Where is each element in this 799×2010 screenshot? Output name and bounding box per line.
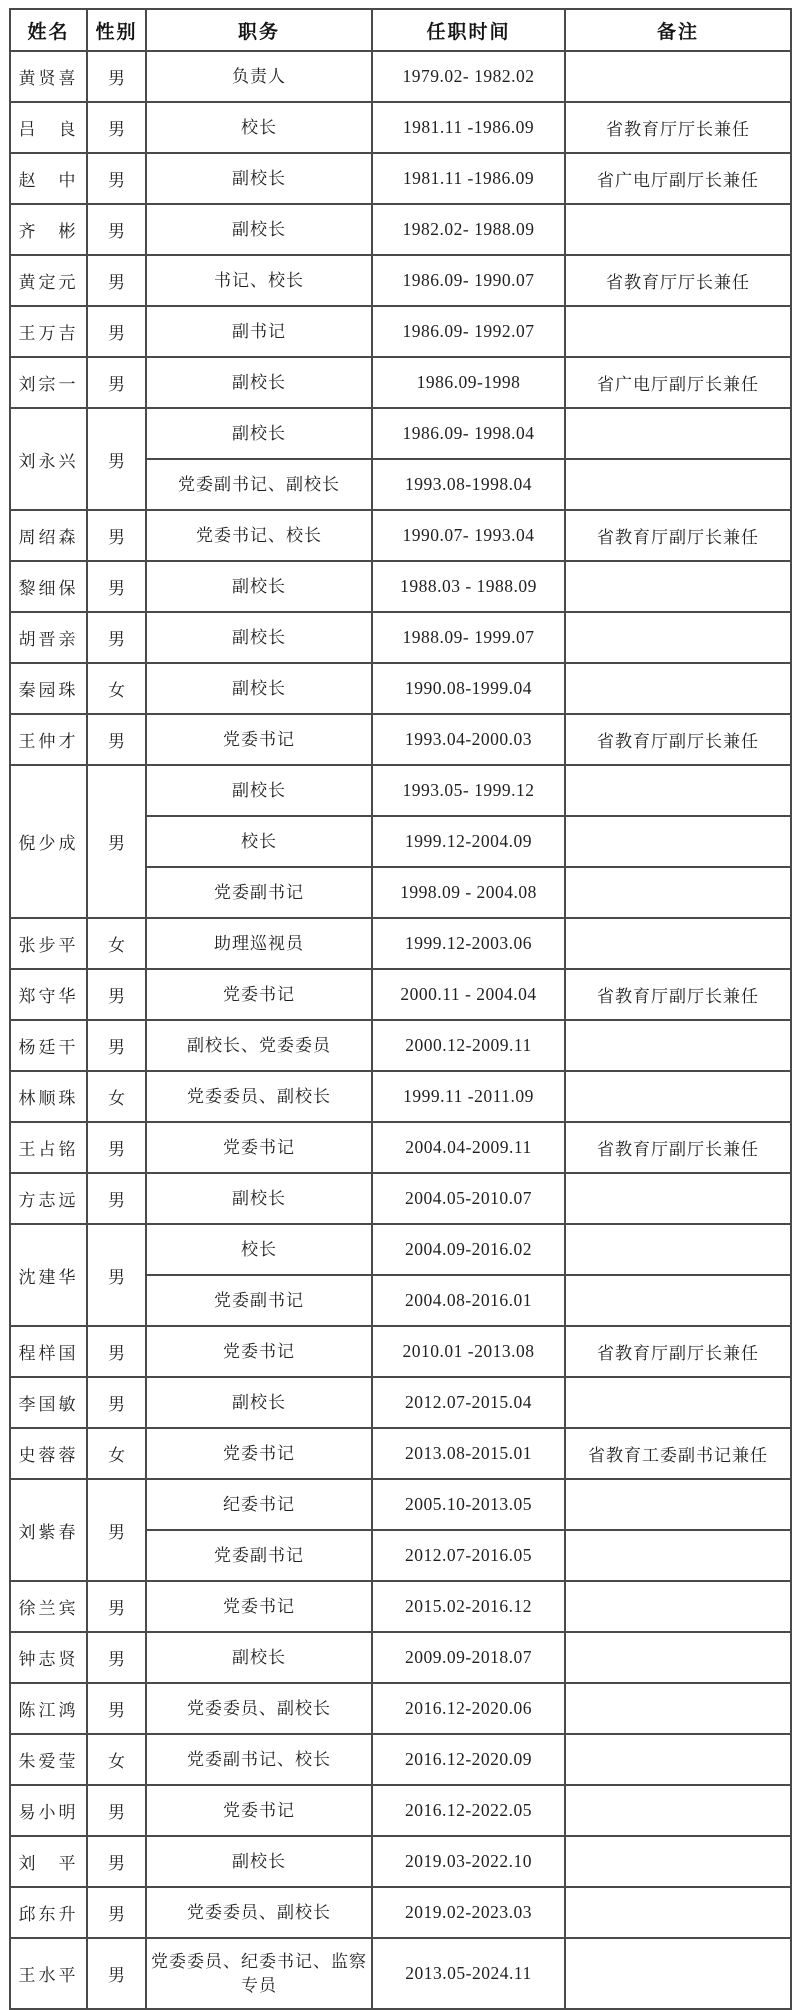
header-tenure: 任职时间	[372, 9, 565, 51]
position-cell: 副校长、党委委员	[146, 1020, 372, 1071]
position-cell: 党委书记	[146, 1785, 372, 1836]
table-body	[10, 51, 791, 2009]
name-cell: 沈建华	[10, 1224, 87, 1326]
table-row	[10, 1887, 791, 1938]
note-cell	[565, 1785, 791, 1836]
gender-cell: 女	[87, 1071, 146, 1122]
name-cell: 刘宗一	[10, 357, 87, 408]
note-cell	[565, 1734, 791, 1785]
header-gender: 性别	[87, 9, 146, 51]
name-cell: 钟志贤	[10, 1632, 87, 1683]
name-cell: 郑守华	[10, 969, 87, 1020]
gender-cell: 男	[87, 1785, 146, 1836]
table-row	[10, 969, 791, 1020]
table-row	[10, 1428, 791, 1479]
period-cell: 1988.09- 1999.07	[372, 612, 565, 663]
note-cell: 省教育厅厅长兼任	[565, 255, 791, 306]
note-cell	[565, 816, 791, 867]
gender-cell: 男	[87, 255, 146, 306]
table-row	[10, 1173, 791, 1224]
position-cell: 副校长	[146, 1173, 372, 1224]
period-cell: 2016.12-2022.05	[372, 1785, 565, 1836]
name-cell: 林顺珠	[10, 1071, 87, 1122]
gender-cell: 男	[87, 1479, 146, 1581]
table-row	[10, 102, 791, 153]
header-name: 姓名	[10, 9, 87, 51]
gender-cell: 男	[87, 408, 146, 510]
note-cell	[565, 765, 791, 816]
position-cell: 副校长	[146, 153, 372, 204]
gender-cell: 男	[87, 1020, 146, 1071]
note-cell	[565, 51, 791, 102]
period-cell: 1988.03 - 1988.09	[372, 561, 565, 612]
position-cell: 副校长	[146, 357, 372, 408]
period-cell: 1986.09- 1990.07	[372, 255, 565, 306]
period-cell: 2012.07-2015.04	[372, 1377, 565, 1428]
note-cell: 省教育厅厅长兼任	[565, 102, 791, 153]
period-cell: 2013.08-2015.01	[372, 1428, 565, 1479]
gender-cell: 男	[87, 1173, 146, 1224]
position-cell: 党委副书记	[146, 1530, 372, 1581]
note-cell: 省广电厅副厅长兼任	[565, 357, 791, 408]
name-cell: 方志远	[10, 1173, 87, 1224]
name-cell: 吕 良	[10, 102, 87, 153]
note-cell	[565, 1173, 791, 1224]
table-row	[10, 306, 791, 357]
note-cell: 省教育厅副厅长兼任	[565, 510, 791, 561]
note-cell	[565, 408, 791, 459]
period-cell: 1993.04-2000.03	[372, 714, 565, 765]
note-cell	[565, 867, 791, 918]
gender-cell: 男	[87, 1326, 146, 1377]
period-cell: 1993.08-1998.04	[372, 459, 565, 510]
period-cell: 1990.07- 1993.04	[372, 510, 565, 561]
name-cell: 刘紫春	[10, 1479, 87, 1581]
position-cell: 党委书记	[146, 1581, 372, 1632]
name-cell: 陈江鸿	[10, 1683, 87, 1734]
table-row	[10, 1479, 791, 1530]
period-cell: 1993.05- 1999.12	[372, 765, 565, 816]
note-cell	[565, 1479, 791, 1530]
period-cell: 1982.02- 1988.09	[372, 204, 565, 255]
gender-cell: 男	[87, 153, 146, 204]
note-cell	[565, 1581, 791, 1632]
position-cell: 党委委员、副校长	[146, 1887, 372, 1938]
position-cell: 党委委员、纪委书记、监察专员	[146, 1938, 372, 2009]
position-cell: 校长	[146, 816, 372, 867]
name-cell: 杨廷干	[10, 1020, 87, 1071]
position-cell: 助理巡视员	[146, 918, 372, 969]
gender-cell: 男	[87, 714, 146, 765]
gender-cell: 男	[87, 1938, 146, 2009]
position-cell: 校长	[146, 102, 372, 153]
name-cell: 王水平	[10, 1938, 87, 2009]
gender-cell: 女	[87, 1734, 146, 1785]
header-position: 职务	[146, 9, 372, 51]
note-cell	[565, 306, 791, 357]
position-cell: 党委书记	[146, 714, 372, 765]
table-row	[10, 1683, 791, 1734]
gender-cell: 男	[87, 969, 146, 1020]
name-cell: 史蓉蓉	[10, 1428, 87, 1479]
position-cell: 副校长	[146, 408, 372, 459]
period-cell: 2012.07-2016.05	[372, 1530, 565, 1581]
table-row	[10, 204, 791, 255]
position-cell: 党委委员、副校长	[146, 1683, 372, 1734]
position-cell: 副校长	[146, 765, 372, 816]
period-cell: 1981.11 -1986.09	[372, 153, 565, 204]
position-cell: 副校长	[146, 1632, 372, 1683]
position-cell: 负责人	[146, 51, 372, 102]
period-cell: 2000.12-2009.11	[372, 1020, 565, 1071]
name-cell: 黄贤喜	[10, 51, 87, 102]
position-cell: 纪委书记	[146, 1479, 372, 1530]
note-cell	[565, 1683, 791, 1734]
name-cell: 刘永兴	[10, 408, 87, 510]
table-row	[10, 1071, 791, 1122]
gender-cell: 男	[87, 1377, 146, 1428]
position-cell: 党委副书记、副校长	[146, 459, 372, 510]
gender-cell: 男	[87, 51, 146, 102]
period-cell: 2009.09-2018.07	[372, 1632, 565, 1683]
gender-cell: 男	[87, 1632, 146, 1683]
period-cell: 1990.08-1999.04	[372, 663, 565, 714]
position-cell: 书记、校长	[146, 255, 372, 306]
name-cell: 王万吉	[10, 306, 87, 357]
name-cell: 秦园珠	[10, 663, 87, 714]
gender-cell: 男	[87, 1887, 146, 1938]
note-cell	[565, 663, 791, 714]
period-cell: 2000.11 - 2004.04	[372, 969, 565, 1020]
gender-cell: 男	[87, 561, 146, 612]
document-page	[9, 8, 790, 2010]
table-row	[10, 714, 791, 765]
note-cell: 省广电厅副厅长兼任	[565, 153, 791, 204]
position-cell: 党委书记	[146, 1122, 372, 1173]
period-cell: 2019.03-2022.10	[372, 1836, 565, 1887]
table-row	[10, 255, 791, 306]
table-row	[10, 1122, 791, 1173]
gender-cell: 男	[87, 612, 146, 663]
position-cell: 副校长	[146, 1377, 372, 1428]
name-cell: 邱东升	[10, 1887, 87, 1938]
table-row	[10, 51, 791, 102]
position-cell: 党委副书记、校长	[146, 1734, 372, 1785]
position-cell: 副校长	[146, 612, 372, 663]
table-row	[10, 357, 791, 408]
gender-cell: 男	[87, 1581, 146, 1632]
name-cell: 王占铭	[10, 1122, 87, 1173]
period-cell: 2015.02-2016.12	[372, 1581, 565, 1632]
period-cell: 2016.12-2020.09	[372, 1734, 565, 1785]
table-row	[10, 408, 791, 459]
period-cell: 2005.10-2013.05	[372, 1479, 565, 1530]
note-cell	[565, 918, 791, 969]
name-cell: 易小明	[10, 1785, 87, 1836]
position-cell: 副校长	[146, 1836, 372, 1887]
note-cell	[565, 1224, 791, 1275]
gender-cell: 女	[87, 918, 146, 969]
period-cell: 2019.02-2023.03	[372, 1887, 565, 1938]
table-row	[10, 510, 791, 561]
table-row	[10, 1377, 791, 1428]
gender-cell: 男	[87, 306, 146, 357]
position-cell: 校长	[146, 1224, 372, 1275]
position-cell: 党委书记	[146, 1428, 372, 1479]
position-cell: 党委书记	[146, 969, 372, 1020]
note-cell	[565, 1887, 791, 1938]
period-cell: 1979.02- 1982.02	[372, 51, 565, 102]
gender-cell: 女	[87, 663, 146, 714]
table-row	[10, 1785, 791, 1836]
note-cell	[565, 1020, 791, 1071]
name-cell: 胡晋亲	[10, 612, 87, 663]
gender-cell: 男	[87, 357, 146, 408]
note-cell: 省教育厅副厅长兼任	[565, 969, 791, 1020]
table-row	[10, 1632, 791, 1683]
name-cell: 张步平	[10, 918, 87, 969]
gender-cell: 男	[87, 1836, 146, 1887]
position-cell: 党委书记	[146, 1326, 372, 1377]
name-cell: 程样国	[10, 1326, 87, 1377]
note-cell	[565, 1377, 791, 1428]
table-row	[10, 1224, 791, 1275]
table-row	[10, 765, 791, 816]
table-row	[10, 918, 791, 969]
gender-cell: 男	[87, 765, 146, 918]
name-cell: 黄定元	[10, 255, 87, 306]
name-cell: 黎细保	[10, 561, 87, 612]
period-cell: 2010.01 -2013.08	[372, 1326, 565, 1377]
table-row	[10, 1938, 791, 2009]
position-cell: 副校长	[146, 204, 372, 255]
header-row	[10, 9, 791, 51]
note-cell	[565, 1071, 791, 1122]
table-row	[10, 1734, 791, 1785]
position-cell: 党委副书记	[146, 1275, 372, 1326]
note-cell	[565, 561, 791, 612]
position-cell: 党委委员、副校长	[146, 1071, 372, 1122]
period-cell: 2004.05-2010.07	[372, 1173, 565, 1224]
note-cell	[565, 1530, 791, 1581]
table-row	[10, 1326, 791, 1377]
table-row	[10, 1836, 791, 1887]
period-cell: 2004.04-2009.11	[372, 1122, 565, 1173]
name-cell: 王仲才	[10, 714, 87, 765]
table-row	[10, 1020, 791, 1071]
leadership-roster-table	[9, 8, 792, 2010]
table-row	[10, 663, 791, 714]
gender-cell: 男	[87, 204, 146, 255]
note-cell: 省教育厅副厅长兼任	[565, 714, 791, 765]
period-cell: 2004.09-2016.02	[372, 1224, 565, 1275]
table-row	[10, 153, 791, 204]
gender-cell: 女	[87, 1428, 146, 1479]
name-cell: 刘 平	[10, 1836, 87, 1887]
note-cell	[565, 1632, 791, 1683]
period-cell: 1986.09- 1998.04	[372, 408, 565, 459]
name-cell: 周绍森	[10, 510, 87, 561]
table-row	[10, 561, 791, 612]
note-cell: 省教育工委副书记兼任	[565, 1428, 791, 1479]
gender-cell: 男	[87, 102, 146, 153]
period-cell: 1999.12-2004.09	[372, 816, 565, 867]
table-row	[10, 1581, 791, 1632]
table-row	[10, 612, 791, 663]
note-cell	[565, 612, 791, 663]
name-cell: 徐兰宾	[10, 1581, 87, 1632]
period-cell: 1981.11 -1986.09	[372, 102, 565, 153]
gender-cell: 男	[87, 510, 146, 561]
period-cell: 1998.09 - 2004.08	[372, 867, 565, 918]
position-cell: 党委书记、校长	[146, 510, 372, 561]
position-cell: 副书记	[146, 306, 372, 357]
position-cell: 党委副书记	[146, 867, 372, 918]
note-cell	[565, 204, 791, 255]
position-cell: 副校长	[146, 561, 372, 612]
note-cell: 省教育厅副厅长兼任	[565, 1122, 791, 1173]
period-cell: 1986.09-1998	[372, 357, 565, 408]
period-cell: 2004.08-2016.01	[372, 1275, 565, 1326]
note-cell	[565, 1836, 791, 1887]
name-cell: 赵 中	[10, 153, 87, 204]
period-cell: 1999.12-2003.06	[372, 918, 565, 969]
note-cell: 省教育厅副厅长兼任	[565, 1326, 791, 1377]
name-cell: 朱爱莹	[10, 1734, 87, 1785]
period-cell: 2013.05-2024.11	[372, 1938, 565, 2009]
name-cell: 倪少成	[10, 765, 87, 918]
position-cell: 副校长	[146, 663, 372, 714]
name-cell: 李国敏	[10, 1377, 87, 1428]
name-cell: 齐 彬	[10, 204, 87, 255]
gender-cell: 男	[87, 1122, 146, 1173]
period-cell: 1999.11 -2011.09	[372, 1071, 565, 1122]
gender-cell: 男	[87, 1683, 146, 1734]
period-cell: 2016.12-2020.06	[372, 1683, 565, 1734]
gender-cell: 男	[87, 1224, 146, 1326]
period-cell: 1986.09- 1992.07	[372, 306, 565, 357]
note-cell	[565, 1938, 791, 2009]
header-notes: 备注	[565, 9, 791, 51]
note-cell	[565, 1275, 791, 1326]
note-cell	[565, 459, 791, 510]
